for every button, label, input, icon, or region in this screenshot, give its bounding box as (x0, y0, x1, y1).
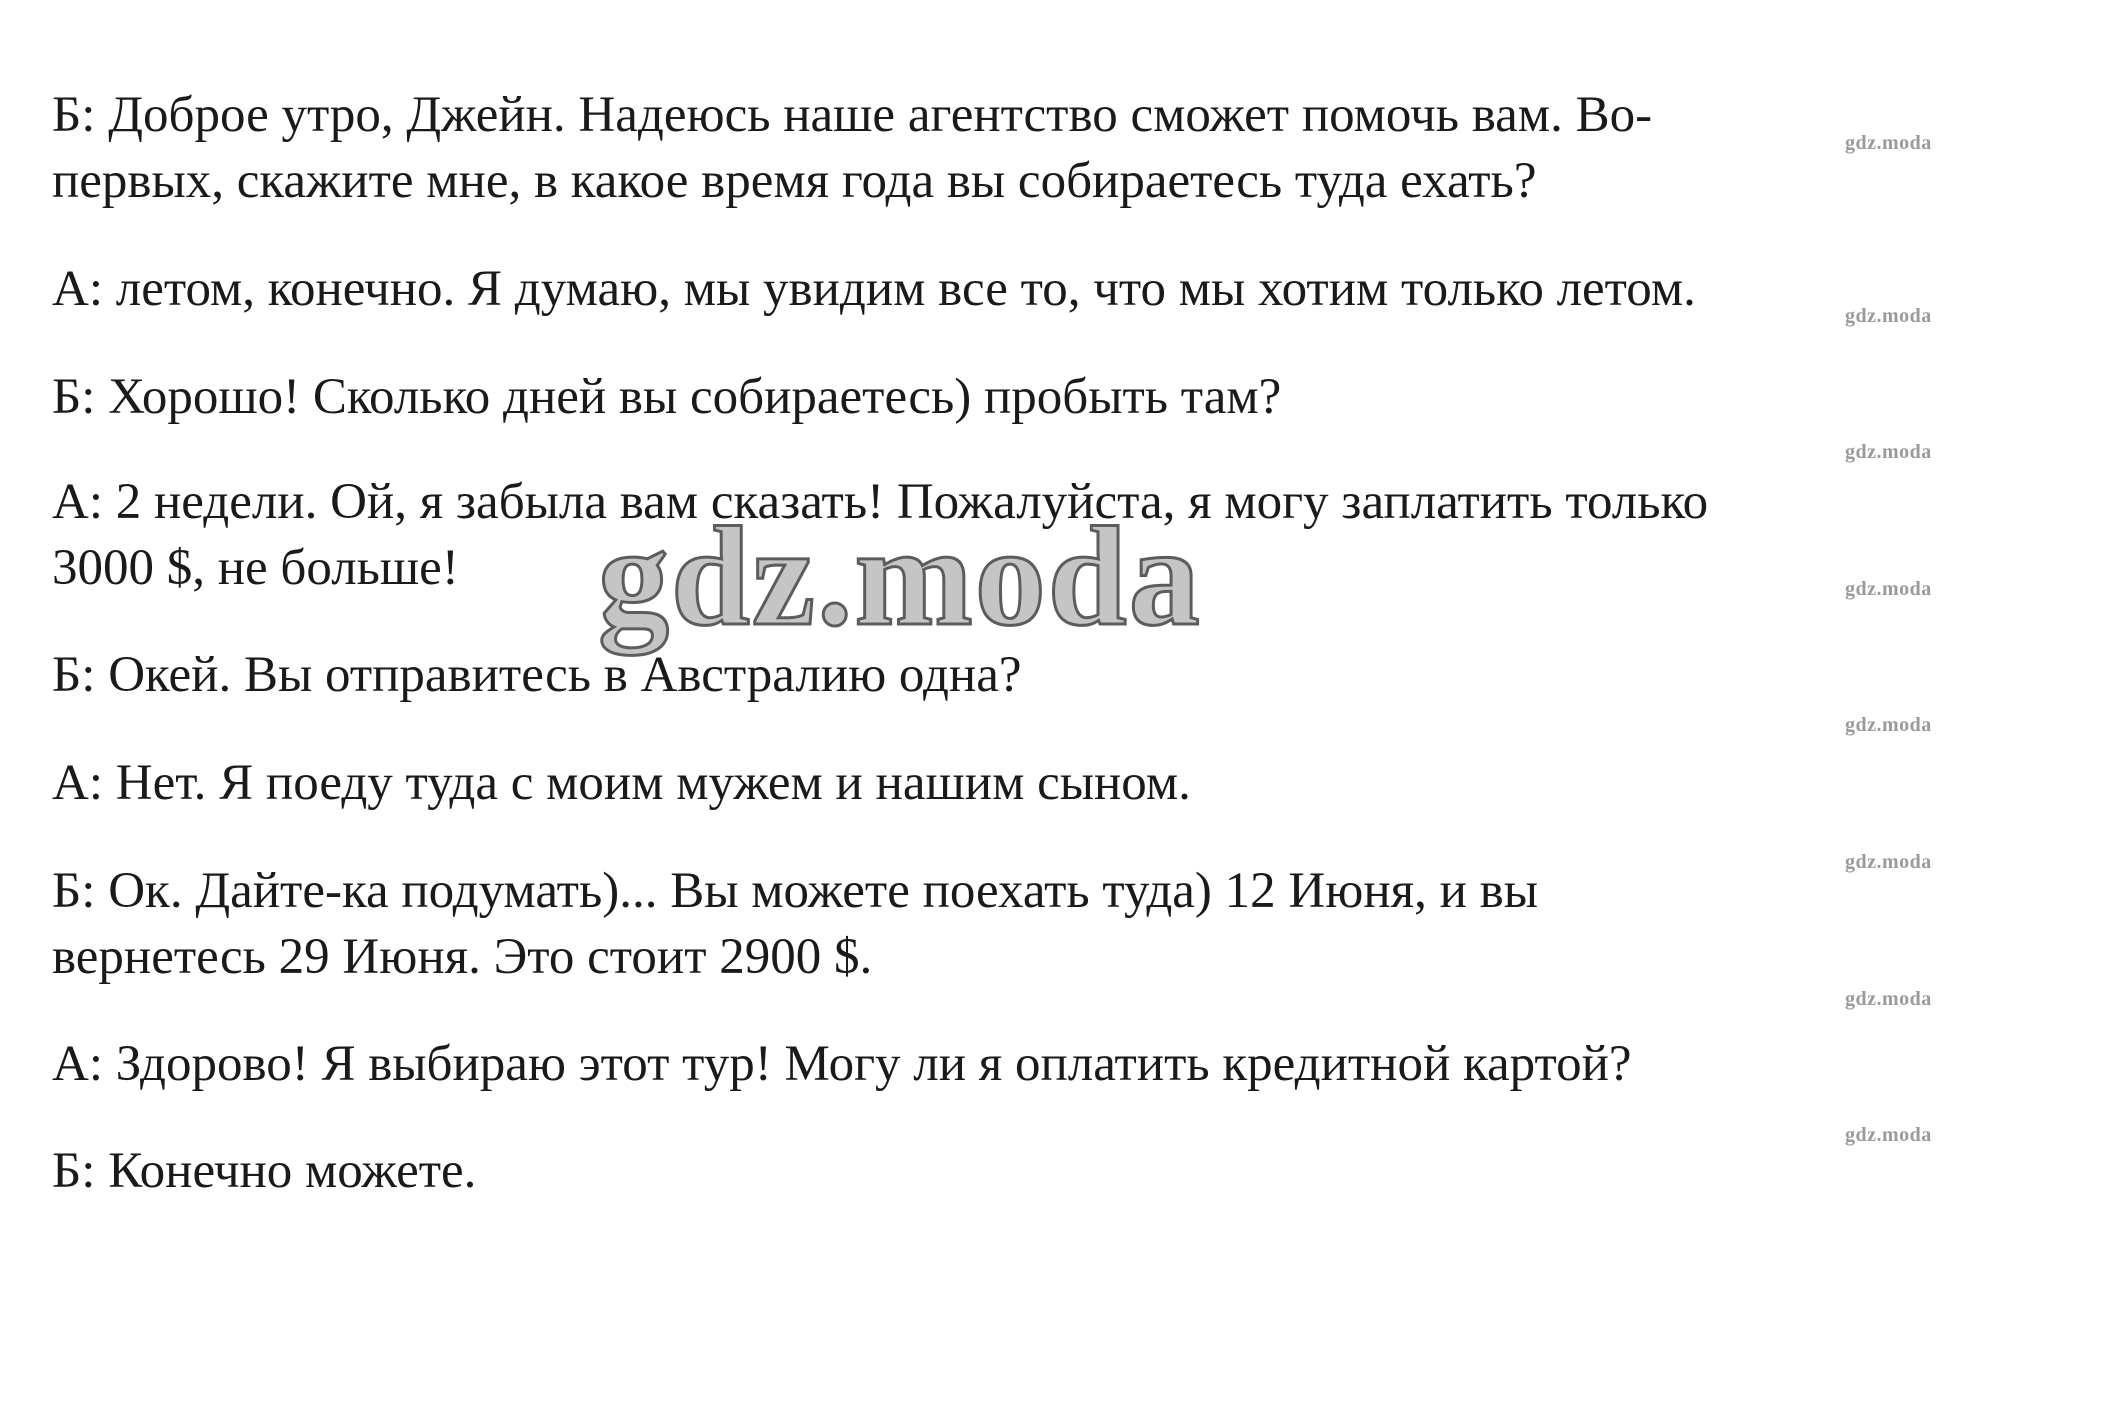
line: Б: Хорошо! Сколько дней вы собираетесь) пробыть там? (52, 369, 1282, 425)
dialogue-paragraph-1 (52, 82, 2002, 214)
watermark-small: gdz.moda (1845, 441, 1932, 463)
watermark-small: gdz.moda (1845, 714, 1932, 736)
dialogue-paragraph-2 (52, 256, 2002, 322)
line: 3000 $, не больше! (52, 540, 459, 596)
line: А: летом, конечно. Я думаю, мы увидим все то, что мы хотим только летом. (52, 261, 1696, 317)
dialogue-paragraph-3 (52, 364, 2002, 430)
line: А: Здорово! Я выбираю этот тур! Могу ли я оплатить кредитной картой? (52, 1036, 1632, 1092)
dialogue-paragraph-8 (52, 1031, 2002, 1097)
dialogue-paragraph-6 (52, 750, 2002, 816)
dialogue-paragraph-9 (52, 1138, 2002, 1204)
watermark-small: gdz.moda (1845, 851, 1932, 873)
watermark-small: gdz.moda (1845, 305, 1932, 327)
line: первых, скажите мне, в какое время года вы собираетесь туда ехать? (52, 153, 1537, 209)
line: А: Нет. Я поеду туда с моим мужем и нашим сыном. (52, 755, 1191, 811)
watermark-small: gdz.moda (1845, 578, 1932, 600)
watermark-small: gdz.moda (1845, 1124, 1932, 1146)
line: Б: Доброе утро, Джейн. Надеюсь наше агентство сможет помочь вам. Во- (52, 87, 1653, 143)
line: Б: Окей. Вы отправитесь в Австралию одна? (52, 647, 1022, 703)
line: Б: Конечно можете. (52, 1143, 477, 1199)
watermark-small: gdz.moda (1845, 988, 1932, 1010)
line: Б: Ок. Дайте-ка подумать)... Вы можете поехать туда) 12 Июня, и вы (52, 863, 1538, 919)
dialogue-paragraph-7 (52, 858, 2002, 990)
line: А: 2 недели. Ой, я забыла вам сказать! Пожалуйста, я могу заплатить только (52, 474, 1709, 530)
watermark-small: gdz.moda (1845, 132, 1932, 154)
watermark-large: gdz.moda (598, 497, 1202, 655)
line: вернетесь 29 Июня. Это стоит 2900 $. (52, 929, 873, 985)
